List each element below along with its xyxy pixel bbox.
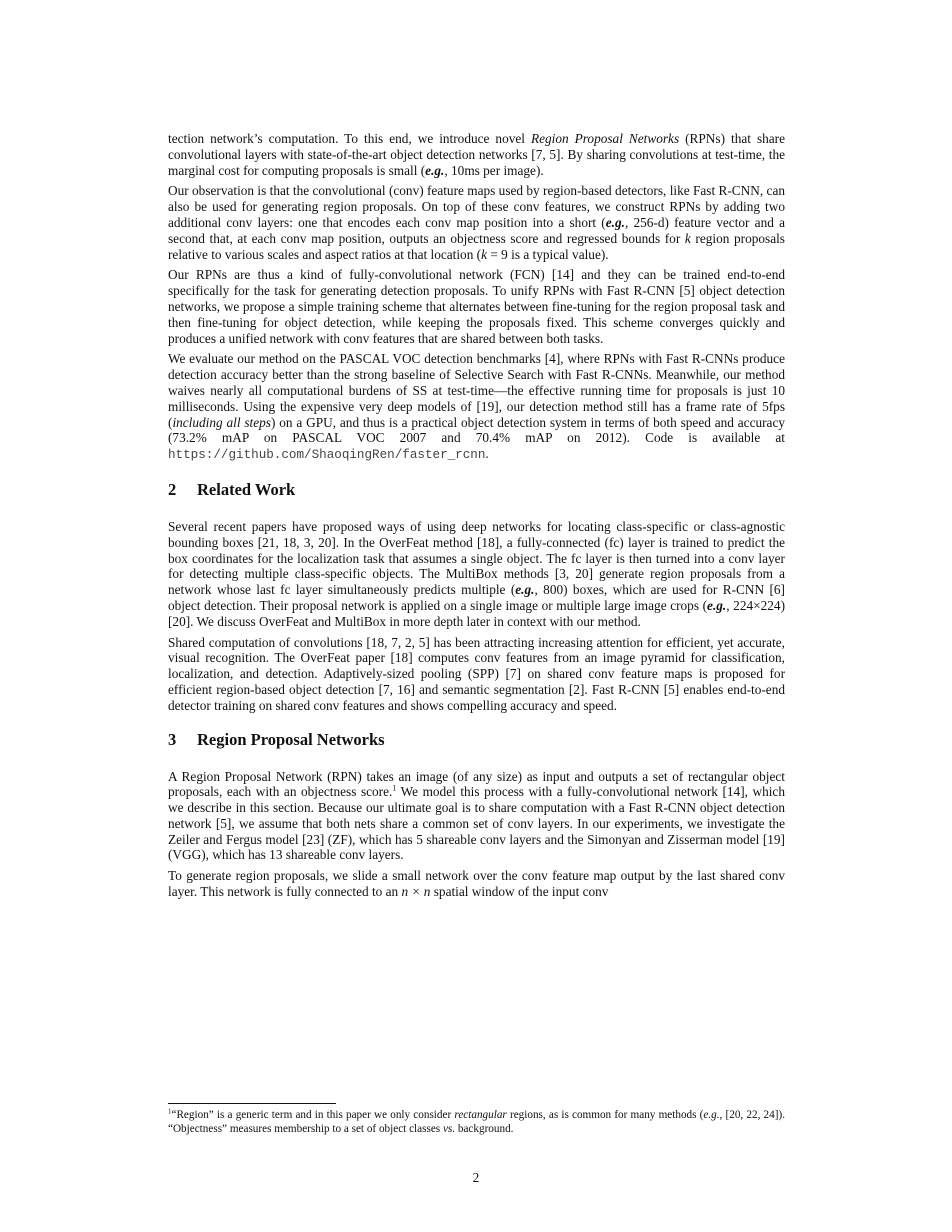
intro-paragraph-3: Our RPNs are thus a kind of fully-convolutional network (FCN) [14] and they can be trained end-to-end specifically for the task for generating detection proposals. To unify RPNs with Fast R-CNN [5] object detection networks, we propose a simple training scheme that alternates between fine-tuning for the region proposal task and then fine-tuning for object detection, while keeping the proposals fixed. This scheme converges quickly and produces a unified network with conv features that are shared between both tasks. bbox=[168, 267, 785, 346]
intro-paragraph-4: We evaluate our method on the PASCAL VOC detection benchmarks [4], where RPNs with Fast R-CNNs produce detection accuracy better than the strong baseline of Selective Search with Fast R-CNNs. Meanwhile, our method waives nearly all computational burdens of SS at test-time—the effective running time for proposals is just 10 milliseconds. Using the expensive very deep models of [19], our detection method still has a frame rate of 5fps (including all steps) on a GPU, and thus is a practical object detection system in terms of both speed and accuracy (73.2% mAP on PASCAL VOC 2007 and 70.4% mAP on 2012). Code is available at https://github.com/ShaoqingRen/faster_rcnn. bbox=[168, 351, 785, 463]
footnote-number: 1 bbox=[168, 1107, 172, 1116]
page-number: 2 bbox=[472, 1170, 480, 1185]
paper-body bbox=[168, 131, 785, 905]
related-work-paragraph-1: Several recent papers have proposed ways of using deep networks for locating class-specific or class-agnostic bounding boxes [21, 18, 3, 20]. In the OverFeat method [18], a fully-connected (fc) layer is trained to predict the box coordinates for the localization task that assumes a single object. The fc layer is then turned into a conv layer for detecting multiple class-specific objects. The MultiBox methods [3, 20] generate region proposals from a network whose last fc layer simultaneously predicts multiple (e.g., 800) boxes, which are used for R-CNN [6] object detection. Their proposal network is applied on a single image or multiple large image crops (e.g., 224×224) [20]. We discuss OverFeat and MultiBox in more depth later in context with our method. bbox=[168, 518, 785, 629]
rpn-paragraph-1: A Region Proposal Network (RPN) takes an image (of any size) as input and outputs a set of rectangular object proposals, each with an objectness score.$^1$ We model this process with a fully-convolutional network [14], which we describe in this section. Because our ultimate goal is to share computation with a Fast R-CNN object detection network [5], we assume that both nets share a common set of conv layers. In our experiments, we investigate the Zeiler and Fergus model [23] (ZF), which has 5 shareable conv layers and the Simonyan and Zisserman model [19] (VGG), which has 13 shareable conv layers. bbox=[168, 768, 785, 863]
section-2-heading: 2 Related Work bbox=[168, 479, 296, 499]
section-3-heading: 3 Region Proposal Networks bbox=[168, 729, 385, 749]
footnote: $^1$“Region” is a generic term and in this paper we only consider rectangular regions, as is common for many methods (e.g., [20, 22, 24]). “Objectness” measures membership to a set of object classes vs. background. bbox=[168, 1107, 785, 1135]
intro-paragraph-1: tection network’s computation. To this end, we introduce novel Region Proposal Networks (RPNs) that share convolutional layers with state-of-the-art object detection networks [7, 5]. By sharing convolutions at test-time, the marginal cost for computing proposals is small (e.g., 10ms per image). bbox=[168, 131, 785, 178]
intro-paragraph-2: Our observation is that the convolutional (conv) feature maps used by region-based detectors, like Fast R-CNN, can also be used for generating region proposals. On top of these conv features, we construct RPNs by adding two additional conv layers: one that encodes each conv map position into a short (e.g., 256-d) feature vector and a second that, at each conv map position, outputs an objectness score and regressed bounds for k region proposals relative to various scales and aspect ratios at that location (k = 9 is a typical value). bbox=[168, 183, 785, 262]
related-work-paragraph-2: Shared computation of convolutions [18, 7, 2, 5] has been attracting increasing attention for efficient, yet accurate, visual recognition. The OverFeat paper [18] computes conv features from an image pyramid for classification, localization, and detection. Adaptively-sized pooling (SPP) [7] on shared conv feature maps is proposed for efficient region-based object detection [7, 16] and semantic segmentation [2]. Fast R-CNN [5] enables end-to-end detector training on shared conv features and shows compelling accuracy and speed. bbox=[168, 634, 785, 713]
rpn-paragraph-2: To generate region proposals, we slide a small network over the conv feature map output by the last shared conv layer. This network is fully connected to an n × n spatial window of the input conv bbox=[168, 868, 785, 900]
footnote-marker[interactable]: 1 bbox=[392, 783, 397, 793]
code-url-link[interactable]: https://github.com/ShaoqingRen/faster_rcnn bbox=[168, 448, 486, 463]
footnote-divider bbox=[168, 1103, 336, 1104]
